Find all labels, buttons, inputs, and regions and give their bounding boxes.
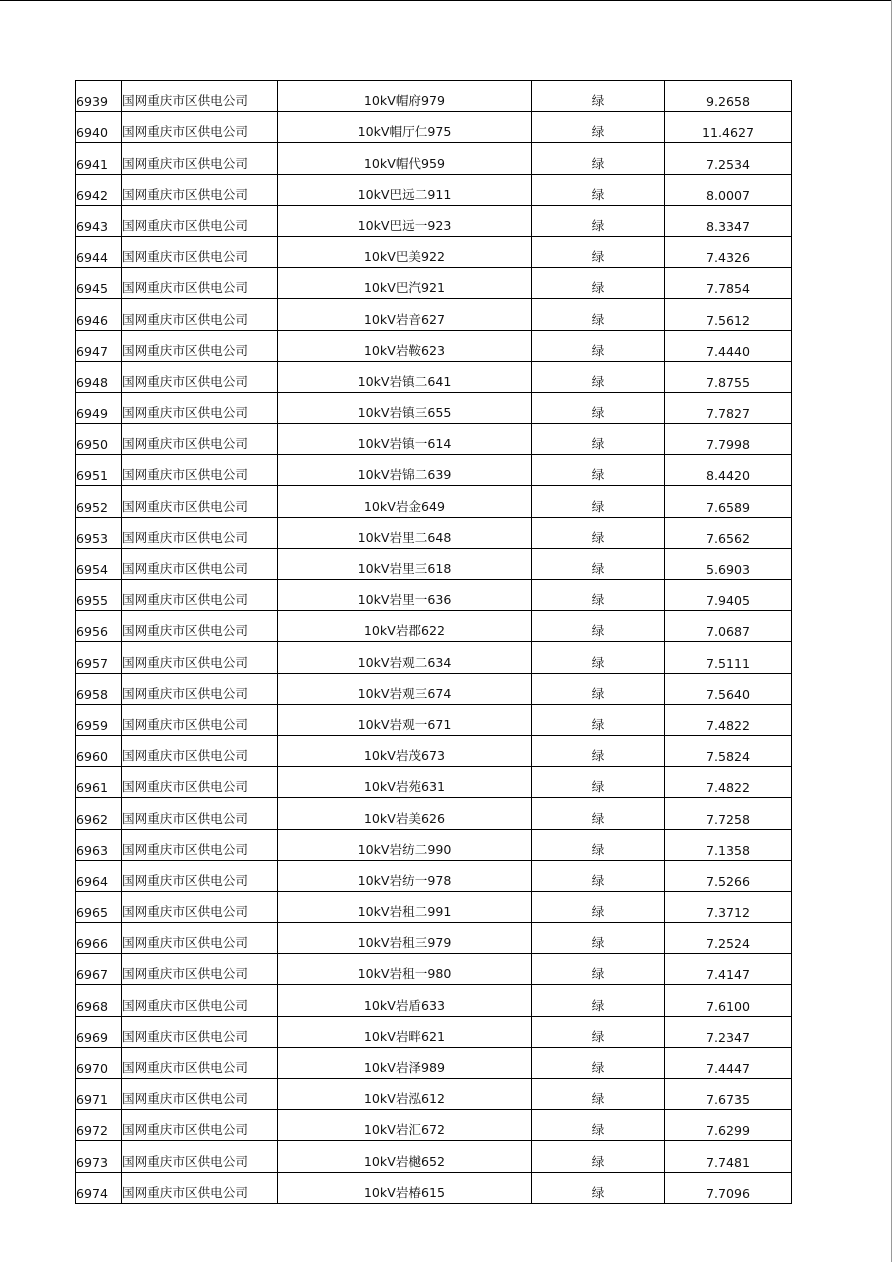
table-row [76, 143, 792, 174]
status-cell: 绿 [532, 361, 665, 392]
status-cell: 绿 [532, 611, 665, 642]
status-cell: 绿 [532, 1016, 665, 1047]
line-name-cell: 10kV岩音627 [278, 299, 532, 330]
status-cell: 绿 [532, 891, 665, 922]
line-name-cell: 10kV岩里二648 [278, 517, 532, 548]
status-cell: 绿 [532, 829, 665, 860]
row-number-cell: 6965 [76, 891, 122, 922]
table-row [76, 829, 792, 860]
table-row [76, 923, 792, 954]
line-name-cell: 10kV岩郡622 [278, 611, 532, 642]
company-cell: 国网重庆市区供电公司 [122, 205, 278, 236]
data-table [75, 80, 792, 1204]
line-name-cell: 10kV岩租一980 [278, 954, 532, 985]
status-cell: 绿 [532, 424, 665, 455]
row-number-cell: 6949 [76, 392, 122, 423]
company-cell: 国网重庆市区供电公司 [122, 642, 278, 673]
status-cell: 绿 [532, 268, 665, 299]
company-cell: 国网重庆市区供电公司 [122, 361, 278, 392]
status-cell: 绿 [532, 704, 665, 735]
status-cell: 绿 [532, 1141, 665, 1172]
value-cell: 7.7481 [665, 1141, 792, 1172]
line-name-cell: 10kV岩观一671 [278, 704, 532, 735]
row-number-cell: 6944 [76, 236, 122, 267]
company-cell: 国网重庆市区供电公司 [122, 486, 278, 517]
row-number-cell: 6941 [76, 143, 122, 174]
line-name-cell: 10kV岩茂673 [278, 735, 532, 766]
value-cell: 7.4822 [665, 767, 792, 798]
line-name-cell: 10kV岩镇三655 [278, 392, 532, 423]
status-cell: 绿 [532, 923, 665, 954]
value-cell: 11.4627 [665, 112, 792, 143]
company-cell: 国网重庆市区供电公司 [122, 1110, 278, 1141]
company-cell: 国网重庆市区供电公司 [122, 392, 278, 423]
value-cell: 7.7096 [665, 1172, 792, 1203]
table-row [76, 548, 792, 579]
status-cell: 绿 [532, 1079, 665, 1110]
company-cell: 国网重庆市区供电公司 [122, 673, 278, 704]
company-cell: 国网重庆市区供电公司 [122, 954, 278, 985]
company-cell: 国网重庆市区供电公司 [122, 548, 278, 579]
row-number-cell: 6972 [76, 1110, 122, 1141]
table-row [76, 330, 792, 361]
row-number-cell: 6971 [76, 1079, 122, 1110]
status-cell: 绿 [532, 81, 665, 112]
value-cell: 7.4147 [665, 954, 792, 985]
line-name-cell: 10kV岩纺一978 [278, 860, 532, 891]
value-cell: 7.7827 [665, 392, 792, 423]
value-cell: 7.5640 [665, 673, 792, 704]
value-cell: 7.6100 [665, 985, 792, 1016]
row-number-cell: 6955 [76, 580, 122, 611]
value-cell: 7.7258 [665, 798, 792, 829]
value-cell: 9.2658 [665, 81, 792, 112]
value-cell: 8.0007 [665, 174, 792, 205]
table-row [76, 1141, 792, 1172]
table-row [76, 455, 792, 486]
line-name-cell: 10kV岩镇一614 [278, 424, 532, 455]
row-number-cell: 6951 [76, 455, 122, 486]
line-name-cell: 10kV岩租三979 [278, 923, 532, 954]
value-cell: 7.6735 [665, 1079, 792, 1110]
value-cell: 5.6903 [665, 548, 792, 579]
status-cell: 绿 [532, 112, 665, 143]
company-cell: 国网重庆市区供电公司 [122, 704, 278, 735]
line-name-cell: 10kV岩纺二990 [278, 829, 532, 860]
value-cell: 7.2524 [665, 923, 792, 954]
status-cell: 绿 [532, 455, 665, 486]
company-cell: 国网重庆市区供电公司 [122, 985, 278, 1016]
value-cell: 7.5111 [665, 642, 792, 673]
status-cell: 绿 [532, 1172, 665, 1203]
row-number-cell: 6959 [76, 704, 122, 735]
table-body [76, 81, 792, 1204]
table-row [76, 361, 792, 392]
value-cell: 8.3347 [665, 205, 792, 236]
row-number-cell: 6947 [76, 330, 122, 361]
line-name-cell: 10kV岩盾633 [278, 985, 532, 1016]
line-name-cell: 10kV岩苑631 [278, 767, 532, 798]
company-cell: 国网重庆市区供电公司 [122, 517, 278, 548]
line-name-cell: 10kV帽代959 [278, 143, 532, 174]
table-row [76, 767, 792, 798]
company-cell: 国网重庆市区供电公司 [122, 1172, 278, 1203]
row-number-cell: 6953 [76, 517, 122, 548]
company-cell: 国网重庆市区供电公司 [122, 143, 278, 174]
value-cell: 7.4822 [665, 704, 792, 735]
row-number-cell: 6968 [76, 985, 122, 1016]
company-cell: 国网重庆市区供电公司 [122, 891, 278, 922]
line-name-cell: 10kV岩汇672 [278, 1110, 532, 1141]
table-row [76, 299, 792, 330]
row-number-cell: 6956 [76, 611, 122, 642]
line-name-cell: 10kV岩泽989 [278, 1047, 532, 1078]
table-row [76, 486, 792, 517]
line-name-cell: 10kV岩锦二639 [278, 455, 532, 486]
status-cell: 绿 [532, 580, 665, 611]
company-cell: 国网重庆市区供电公司 [122, 268, 278, 299]
line-name-cell: 10kV岩里一636 [278, 580, 532, 611]
line-name-cell: 10kV岩金649 [278, 486, 532, 517]
value-cell: 7.7998 [665, 424, 792, 455]
line-name-cell: 10kV岩租二991 [278, 891, 532, 922]
value-cell: 7.2347 [665, 1016, 792, 1047]
table-row [76, 205, 792, 236]
value-cell: 7.6562 [665, 517, 792, 548]
table-row [76, 236, 792, 267]
company-cell: 国网重庆市区供电公司 [122, 330, 278, 361]
status-cell: 绿 [532, 143, 665, 174]
row-number-cell: 6950 [76, 424, 122, 455]
row-number-cell: 6966 [76, 923, 122, 954]
status-cell: 绿 [532, 548, 665, 579]
value-cell: 7.5266 [665, 860, 792, 891]
status-cell: 绿 [532, 735, 665, 766]
table-row [76, 798, 792, 829]
table-row [76, 424, 792, 455]
table-row [76, 517, 792, 548]
table-row [76, 1172, 792, 1203]
line-name-cell: 10kV巴美922 [278, 236, 532, 267]
value-cell: 7.7854 [665, 268, 792, 299]
table-row [76, 735, 792, 766]
table-row [76, 580, 792, 611]
company-cell: 国网重庆市区供电公司 [122, 1141, 278, 1172]
value-cell: 7.6299 [665, 1110, 792, 1141]
value-cell: 7.4447 [665, 1047, 792, 1078]
table-row [76, 1016, 792, 1047]
row-number-cell: 6960 [76, 735, 122, 766]
status-cell: 绿 [532, 642, 665, 673]
line-name-cell: 10kV岩里三618 [278, 548, 532, 579]
company-cell: 国网重庆市区供电公司 [122, 299, 278, 330]
status-cell: 绿 [532, 236, 665, 267]
value-cell: 7.9405 [665, 580, 792, 611]
status-cell: 绿 [532, 767, 665, 798]
status-cell: 绿 [532, 517, 665, 548]
status-cell: 绿 [532, 1110, 665, 1141]
table-row [76, 392, 792, 423]
status-cell: 绿 [532, 860, 665, 891]
line-name-cell: 10kV巴远一923 [278, 205, 532, 236]
status-cell: 绿 [532, 798, 665, 829]
company-cell: 国网重庆市区供电公司 [122, 767, 278, 798]
line-name-cell: 10kV岩镇二641 [278, 361, 532, 392]
company-cell: 国网重庆市区供电公司 [122, 829, 278, 860]
row-number-cell: 6969 [76, 1016, 122, 1047]
line-name-cell: 10kV岩观三674 [278, 673, 532, 704]
page-top-border [0, 0, 892, 1]
row-number-cell: 6952 [76, 486, 122, 517]
row-number-cell: 6961 [76, 767, 122, 798]
table-row [76, 642, 792, 673]
company-cell: 国网重庆市区供电公司 [122, 735, 278, 766]
value-cell: 7.3712 [665, 891, 792, 922]
company-cell: 国网重庆市区供电公司 [122, 174, 278, 205]
line-name-cell: 10kV岩泓612 [278, 1079, 532, 1110]
status-cell: 绿 [532, 205, 665, 236]
company-cell: 国网重庆市区供电公司 [122, 1047, 278, 1078]
status-cell: 绿 [532, 985, 665, 1016]
company-cell: 国网重庆市区供电公司 [122, 81, 278, 112]
company-cell: 国网重庆市区供电公司 [122, 611, 278, 642]
status-cell: 绿 [532, 174, 665, 205]
company-cell: 国网重庆市区供电公司 [122, 455, 278, 486]
value-cell: 7.5824 [665, 735, 792, 766]
value-cell: 7.0687 [665, 611, 792, 642]
value-cell: 7.8755 [665, 361, 792, 392]
company-cell: 国网重庆市区供电公司 [122, 236, 278, 267]
value-cell: 7.4440 [665, 330, 792, 361]
value-cell: 8.4420 [665, 455, 792, 486]
table-row [76, 174, 792, 205]
value-cell: 7.4326 [665, 236, 792, 267]
row-number-cell: 6962 [76, 798, 122, 829]
row-number-cell: 6963 [76, 829, 122, 860]
line-name-cell: 10kV巴汽921 [278, 268, 532, 299]
table-row [76, 1079, 792, 1110]
table-row [76, 985, 792, 1016]
table-row [76, 1047, 792, 1078]
line-name-cell: 10kV岩鞍623 [278, 330, 532, 361]
row-number-cell: 6939 [76, 81, 122, 112]
line-name-cell: 10kV帽府979 [278, 81, 532, 112]
company-cell: 国网重庆市区供电公司 [122, 424, 278, 455]
company-cell: 国网重庆市区供电公司 [122, 1079, 278, 1110]
status-cell: 绿 [532, 330, 665, 361]
company-cell: 国网重庆市区供电公司 [122, 1016, 278, 1047]
table-row [76, 112, 792, 143]
row-number-cell: 6946 [76, 299, 122, 330]
row-number-cell: 6945 [76, 268, 122, 299]
line-name-cell: 10kV岩观二634 [278, 642, 532, 673]
row-number-cell: 6964 [76, 860, 122, 891]
table-row [76, 954, 792, 985]
row-number-cell: 6948 [76, 361, 122, 392]
status-cell: 绿 [532, 954, 665, 985]
row-number-cell: 6974 [76, 1172, 122, 1203]
company-cell: 国网重庆市区供电公司 [122, 860, 278, 891]
company-cell: 国网重庆市区供电公司 [122, 580, 278, 611]
status-cell: 绿 [532, 486, 665, 517]
value-cell: 7.2534 [665, 143, 792, 174]
table-row [76, 1110, 792, 1141]
value-cell: 7.1358 [665, 829, 792, 860]
line-name-cell: 10kV岩畔621 [278, 1016, 532, 1047]
table-row [76, 611, 792, 642]
row-number-cell: 6940 [76, 112, 122, 143]
line-name-cell: 10kV岩樾652 [278, 1141, 532, 1172]
status-cell: 绿 [532, 1047, 665, 1078]
status-cell: 绿 [532, 299, 665, 330]
table-row [76, 704, 792, 735]
row-number-cell: 6942 [76, 174, 122, 205]
row-number-cell: 6954 [76, 548, 122, 579]
row-number-cell: 6973 [76, 1141, 122, 1172]
company-cell: 国网重庆市区供电公司 [122, 798, 278, 829]
line-name-cell: 10kV岩美626 [278, 798, 532, 829]
status-cell: 绿 [532, 673, 665, 704]
row-number-cell: 6958 [76, 673, 122, 704]
line-name-cell: 10kV巴远二911 [278, 174, 532, 205]
row-number-cell: 6967 [76, 954, 122, 985]
company-cell: 国网重庆市区供电公司 [122, 112, 278, 143]
table-row [76, 860, 792, 891]
table-row [76, 268, 792, 299]
line-name-cell: 10kV岩椿615 [278, 1172, 532, 1203]
row-number-cell: 6970 [76, 1047, 122, 1078]
status-cell: 绿 [532, 392, 665, 423]
company-cell: 国网重庆市区供电公司 [122, 923, 278, 954]
line-name-cell: 10kV帽厅仁975 [278, 112, 532, 143]
table-row [76, 81, 792, 112]
table-row [76, 673, 792, 704]
row-number-cell: 6943 [76, 205, 122, 236]
value-cell: 7.5612 [665, 299, 792, 330]
value-cell: 7.6589 [665, 486, 792, 517]
table-row [76, 891, 792, 922]
row-number-cell: 6957 [76, 642, 122, 673]
